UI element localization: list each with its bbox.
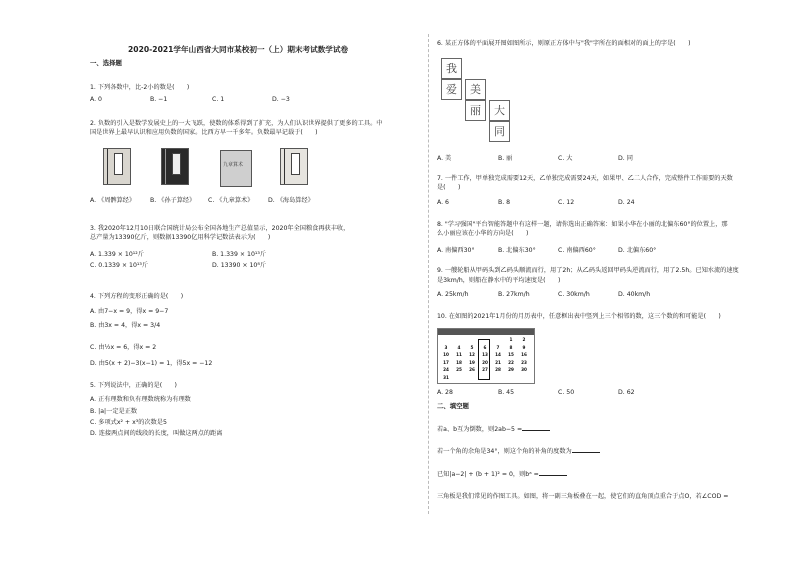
calendar-day: 25 (456, 367, 462, 372)
calendar-day: 6 (483, 344, 487, 350)
fill-q3-blank (539, 475, 567, 476)
q6-option-a: A. 美 (437, 155, 452, 162)
q9-stem-line1: 9. 一艘轮船从甲码头到乙码头顺流而行，用了2h；从乙码头返回甲码头逆流而行，用了2.5h。已知水流的速度 (437, 267, 739, 274)
q7-option-b: B. 8 (498, 199, 511, 206)
calendar-day: 9 (522, 344, 526, 350)
q10-stem: 10. 在如图的2021年1月份的月历表中，任意框出表中竖列上三个相邻的数，这三个数的和可能是( ) (437, 313, 721, 320)
calendar-day: 3 (444, 344, 448, 350)
book-image-sunzi (161, 148, 189, 185)
calendar-day: 8 (509, 344, 513, 350)
q2-stem-line1: 2. 负数的引入是数学发展史上的一大飞跃，使数的体系得到了扩充，为人们认识世界提供了更多的工具。中 (90, 120, 383, 127)
q1-option-c: C. 1 (212, 96, 225, 103)
q8-stem-line2: 么小丽应该在小华的方向是( ) (437, 230, 529, 237)
q7-stem-line1: 7. 一件工作，甲单独完成需要12天，乙单独完成需要24天，如果甲、乙二人合作，完成整件工作需要的天数 (437, 175, 733, 182)
q5-option-a: A. 正有理数和负有理数统称为有理数 (90, 396, 191, 403)
q10-option-b: B. 45 (498, 389, 515, 396)
column-divider (428, 34, 429, 514)
calendar-day: 22 (508, 359, 514, 365)
calendar-day: 11 (456, 352, 462, 357)
q1-stem: 1. 下列各数中，比-2小的数是( ) (90, 84, 190, 91)
q9-option-a: A. 25km/h (437, 291, 469, 298)
q8-stem-line1: 8. "学习强国"平台智能答题中有这样一题，请你选出正确答案：如果小华在小丽的北偏东60°的位置上，那 (437, 221, 728, 228)
section-heading-fill: 二、填空题 (437, 402, 469, 410)
q1-option-d: D. −3 (272, 96, 290, 103)
q6-stem: 6. 某正方体的平面展开图如图所示，则原正方体中与"我"字所在的面相对的面上的字是( ) (437, 40, 691, 47)
section-heading-choice: 一、选择题 (90, 59, 122, 67)
q9-option-b: B. 27km/h (498, 291, 530, 298)
q7-option-a: A. 6 (437, 199, 449, 206)
calendar-header-bar (438, 329, 534, 335)
book-image-jiuzhang (220, 150, 252, 187)
fill-q3 (437, 471, 567, 479)
q4-stem: 4. 下列方程的变形正确的是( ) (90, 293, 184, 300)
calendar-day: 21 (495, 359, 501, 365)
fill-q4: 三角板是我们常见的作图工具。如图，将一副三角板叠在一起，使它们的直角顶点重合于点O，若∠COD = (437, 493, 729, 500)
q7-option-d: D. 24 (618, 199, 635, 206)
q2-option-b: B. 《孙子算经》 (150, 197, 196, 204)
calendar-day: 1 (509, 337, 513, 342)
calendar-day: 29 (508, 367, 514, 372)
fill-q1-blank (522, 430, 550, 431)
q1-option-b: B. −1 (150, 96, 168, 103)
fill-q3-text: 已知|a−2| + (b + 1)² = 0，则bᵃ = (437, 471, 539, 478)
calendar-day: 24 (443, 367, 449, 372)
q6-option-d: D. 同 (618, 155, 633, 162)
q3-option-b: B. 1.339 × 10¹³斤 (212, 251, 267, 258)
q9-option-c: C. 30km/h (558, 291, 590, 298)
q9-stem-line2: 是3km/h，则船在静水中的平均速度是( ) (437, 277, 561, 284)
q2-option-d: D. 《海岛算经》 (268, 197, 314, 204)
calendar-day: 23 (521, 359, 527, 365)
calendar-day: 16 (521, 352, 527, 357)
calendar-day: 17 (443, 359, 449, 365)
calendar-day: 14 (495, 352, 501, 357)
calendar-day: 4 (457, 344, 461, 350)
q10-option-a: A. 28 (437, 389, 453, 396)
calendar-day: 30 (521, 367, 527, 372)
calendar-day: 31 (443, 374, 449, 380)
q6-option-c: C. 大 (558, 155, 573, 162)
q8-option-d: D. 北偏东60° (618, 247, 657, 254)
calendar-day: 15 (508, 352, 514, 357)
q8-option-b: B. 北偏东30° (498, 247, 536, 254)
q8-option-c: C. 南偏西60° (558, 247, 596, 254)
q5-stem: 5. 下列说法中，正确的是( ) (90, 382, 177, 389)
q1-option-a: A. 0 (90, 96, 102, 103)
q2-option-a: A. 《周髀算经》 (90, 197, 136, 204)
calendar-day: 7 (496, 344, 500, 350)
cube-face-4: 丽 (465, 100, 486, 121)
cube-face-5: 大 (489, 100, 510, 121)
fill-q1 (437, 426, 550, 434)
q9-option-d: D. 40km/h (618, 291, 651, 298)
q8-option-a: A. 南偏西30° (437, 247, 475, 254)
q5-option-c: C. 多项式x² + x³的次数是5 (90, 419, 167, 426)
calendar-day: 5 (470, 344, 474, 350)
exam-title: 2020-2021学年山西省大同市某校初一（上）期末考试数学试卷 (128, 45, 349, 54)
calendar-day: 12 (469, 352, 475, 357)
book-cover-title: 九章算术 (223, 162, 244, 168)
cube-face-1: 我 (441, 58, 462, 79)
calendar-day: 27 (482, 367, 488, 372)
calendar-day: 20 (482, 359, 488, 365)
calendar-day: 2 (522, 337, 526, 342)
q6-option-b: B. 丽 (498, 155, 513, 162)
q2-stem-line2: 国是世界上最早认识和应用负数的国家。比西方早一千多年。负数最早记载于( ) (90, 129, 318, 136)
q4-option-d: D. 由5(x + 2)−3(x−1) = 1，得5x = −12 (90, 360, 213, 367)
q3-stem-line1: 3. 我2020年12月10日联合国统计局公布全国各地生产总值显示，2020年全国粮食再获丰收， (90, 225, 350, 232)
q10-option-d: D. 62 (618, 389, 635, 396)
q2-option-c: C. 《九章算术》 (208, 197, 254, 204)
calendar-day: 10 (443, 352, 449, 357)
q3-option-a: A. 1.339 × 10¹²斤 (90, 251, 144, 258)
calendar-day: 13 (482, 352, 488, 357)
q10-option-c: C. 50 (558, 389, 575, 396)
q4-option-b: B. 由3x = 4，得x = 3/4 (90, 322, 161, 329)
fill-q2 (437, 448, 600, 456)
cube-face-6: 同 (489, 121, 510, 142)
q3-stem-line2: 总产量为13390亿斤，则数据13390亿用科学记数法表示为( ) (90, 234, 271, 241)
fill-q1-text: 若a、b互为倒数，则2ab−5 = (437, 426, 523, 433)
calendar-day: 28 (495, 367, 501, 372)
q5-option-b: B. |a|一定是正数 (90, 408, 138, 415)
q5-option-d: D. 连接两点间的线段的长度，叫做这两点的距离 (90, 430, 223, 437)
calendar-day: 26 (469, 367, 475, 372)
calendar-table (437, 328, 535, 384)
calendar-selection-frame (478, 339, 490, 380)
calendar-day: 18 (456, 359, 462, 365)
calendar-day: 19 (469, 359, 475, 365)
cube-face-3: 美 (465, 79, 486, 100)
q4-option-c: C. 由½x = 6，得x = 2 (90, 344, 157, 351)
q7-stem-line2: 是( ) (437, 184, 461, 191)
fill-q2-text: 若一个角的余角是34°，则这个角的补角的度数为 (437, 448, 572, 455)
book-image-haidao (280, 148, 308, 185)
q3-option-d: D. 13390 × 10⁸斤 (212, 262, 267, 269)
q4-option-a: A. 由7−x = 9，得x = 9−7 (90, 308, 169, 315)
cube-face-2: 爱 (441, 79, 462, 100)
q7-option-c: C. 12 (558, 199, 575, 206)
book-image-zhoubi (103, 148, 131, 185)
q3-option-c: C. 0.1339 × 10¹³斤 (90, 262, 149, 269)
fill-q2-blank (572, 452, 600, 453)
